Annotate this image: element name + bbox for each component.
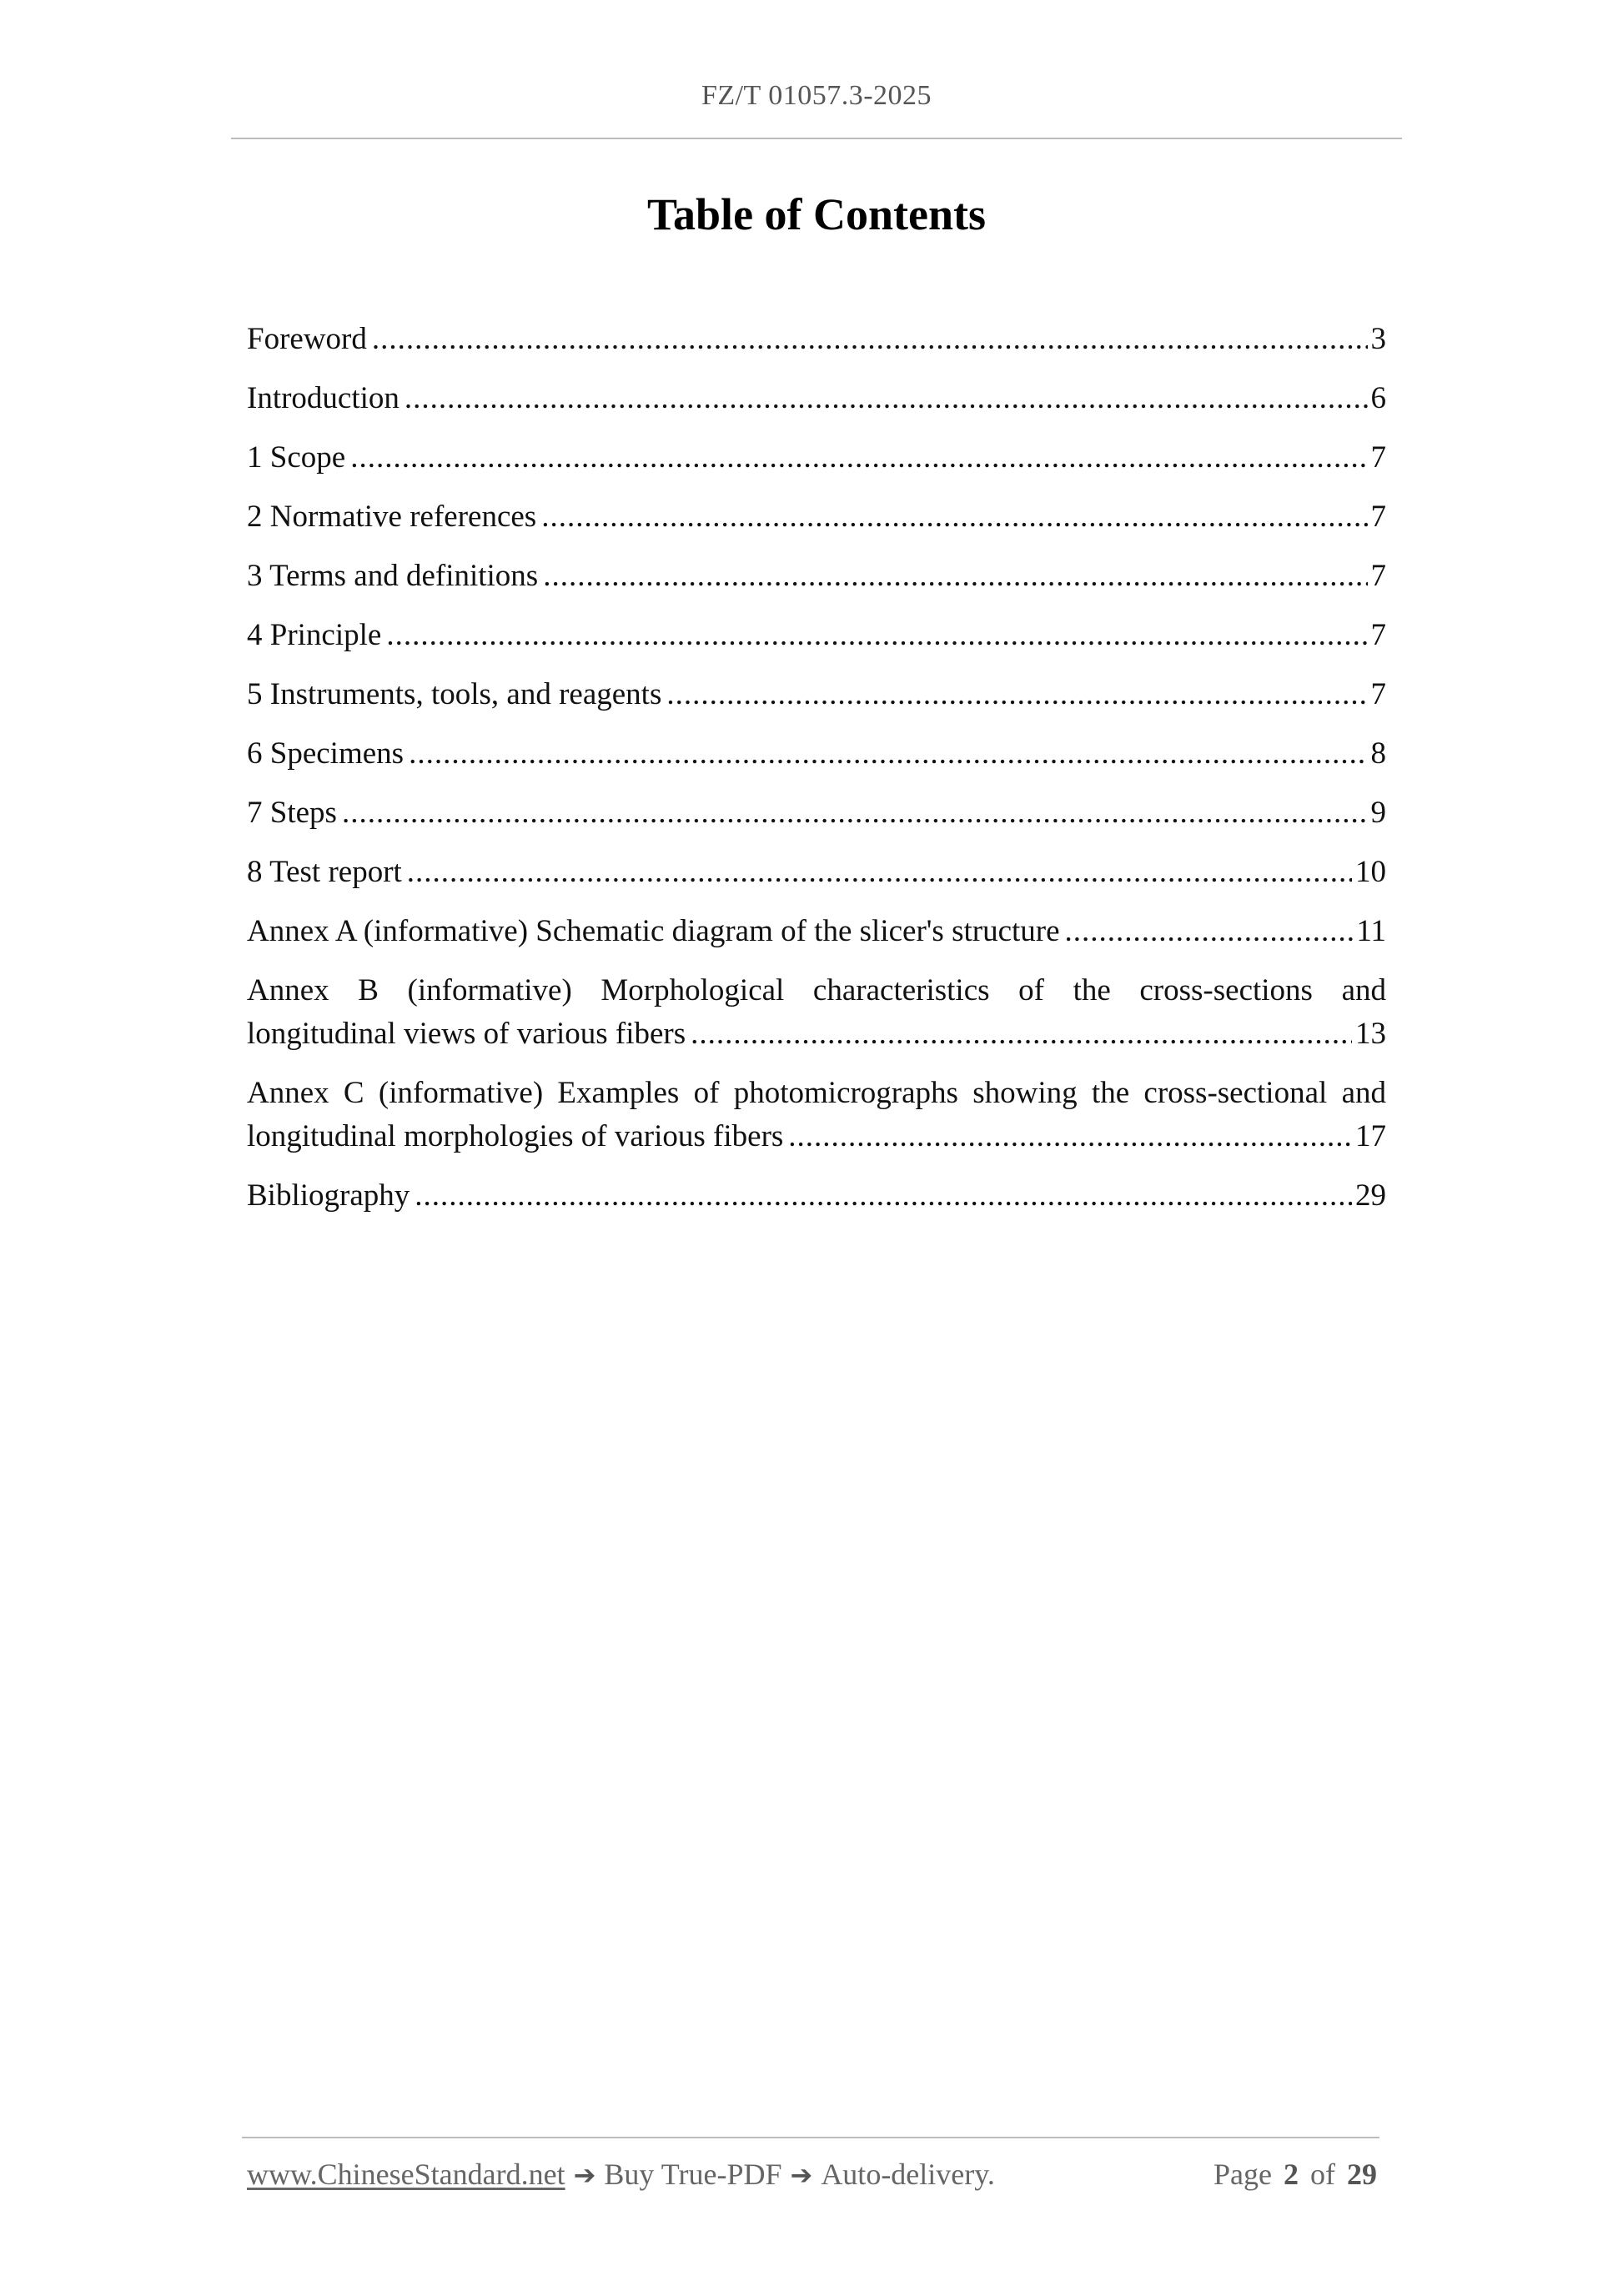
- toc-dot-leader: [415, 1174, 1352, 1218]
- toc-dot-leader: [350, 436, 1367, 480]
- toc-entry-page: 29: [1355, 1178, 1386, 1213]
- toc-entry-bibliography[interactable]: [247, 1174, 1386, 1218]
- toc-entry-page: 8: [1370, 736, 1386, 771]
- toc-entry-label: Foreword: [247, 322, 367, 356]
- toc-entry-test-report[interactable]: [247, 851, 1386, 894]
- page-word: Page: [1213, 2158, 1272, 2191]
- page-current: 2: [1284, 2158, 1299, 2191]
- table-of-contents: [247, 318, 1386, 1233]
- website-link[interactable]: www.ChineseStandard.net: [247, 2158, 565, 2191]
- auto-delivery-text: Auto-delivery.: [821, 2158, 995, 2191]
- toc-entry-label: Bibliography: [247, 1178, 410, 1213]
- toc-entry-page: 7: [1370, 618, 1386, 652]
- toc-entry-normative-references[interactable]: [247, 495, 1386, 539]
- toc-dot-leader: [1065, 910, 1354, 953]
- page-title: Table of Contents: [646, 189, 987, 239]
- toc-entry-page: 7: [1370, 559, 1386, 593]
- toc-entry-label: 2 Normative references: [247, 500, 537, 534]
- toc-entry-page: 7: [1370, 500, 1386, 534]
- toc-entry-label: 3 Terms and definitions: [247, 559, 539, 593]
- toc-entry-foreword[interactable]: [247, 318, 1386, 361]
- document-header-id: FZ/T 01057.3-2025: [701, 80, 932, 111]
- toc-dot-leader: [386, 614, 1367, 657]
- page-footer: [247, 2157, 1377, 2192]
- toc-entry-page: 6: [1370, 381, 1386, 415]
- buy-true-pdf-text: Buy True-PDF: [604, 2158, 782, 2191]
- toc-entry-page: 10: [1355, 855, 1386, 889]
- toc-dot-leader: [342, 791, 1368, 835]
- toc-dot-leader: [407, 851, 1352, 894]
- toc-entry-label: 1 Scope: [247, 440, 346, 475]
- toc-dot-leader: [541, 495, 1367, 539]
- toc-entry-page: 9: [1370, 796, 1386, 830]
- toc-dot-leader: [788, 1115, 1352, 1158]
- toc-entry-label: 4 Principle: [247, 618, 382, 652]
- toc-entry-label: Annex A (informative) Schematic diagram of the slicer's structure: [247, 914, 1060, 948]
- toc-entry-label: 7 Steps: [247, 796, 337, 830]
- toc-entry-label: 6 Specimens: [247, 736, 404, 771]
- toc-entry-page: 17: [1355, 1119, 1386, 1153]
- toc-entry-annex-b[interactable]: [247, 969, 1386, 1056]
- toc-dot-leader: [691, 1012, 1352, 1056]
- toc-entry-specimens[interactable]: [247, 732, 1386, 776]
- toc-entry-label-line1: Annex B (informative) Morphological characteristics of the cross-sections and: [247, 973, 1386, 1007]
- toc-entry-page: 7: [1370, 677, 1386, 711]
- header-divider: [231, 138, 1402, 139]
- toc-entry-annex-a[interactable]: [247, 910, 1386, 953]
- toc-entry-page: 11: [1356, 914, 1386, 948]
- toc-dot-leader: [404, 377, 1368, 420]
- toc-entry-label: Introduction: [247, 381, 399, 415]
- page-counter: [1213, 2157, 1377, 2192]
- toc-entry-principle[interactable]: [247, 614, 1386, 657]
- toc-dot-leader: [543, 555, 1367, 598]
- toc-dot-leader: [409, 732, 1367, 776]
- toc-entry-page: 7: [1370, 440, 1386, 475]
- footer-divider: [242, 2137, 1379, 2138]
- toc-entry-instruments[interactable]: [247, 673, 1386, 716]
- toc-entry-introduction[interactable]: [247, 377, 1386, 420]
- toc-entry-page: 13: [1355, 1017, 1386, 1051]
- page-total: 29: [1347, 2158, 1377, 2191]
- of-word: of: [1310, 2158, 1335, 2191]
- toc-entry-label-line2: longitudinal views of various fibers: [247, 1017, 686, 1051]
- toc-entry-label: 8 Test report: [247, 855, 402, 889]
- toc-entry-steps[interactable]: [247, 791, 1386, 835]
- toc-entry-page: 3: [1370, 322, 1386, 356]
- toc-dot-leader: [666, 673, 1367, 716]
- toc-entry-scope[interactable]: [247, 436, 1386, 480]
- arrow-right-icon: ➔: [790, 2159, 813, 2191]
- toc-entry-annex-c[interactable]: [247, 1072, 1386, 1158]
- arrow-right-icon: ➔: [573, 2159, 596, 2191]
- toc-entry-label-line1: Annex C (informative) Examples of photomicrographs showing the cross-sectional and: [247, 1076, 1386, 1110]
- toc-dot-leader: [372, 318, 1368, 361]
- toc-entry-label: 5 Instruments, tools, and reagents: [247, 677, 662, 711]
- toc-entry-label-line2: longitudinal morphologies of various fibers: [247, 1119, 784, 1153]
- toc-entry-terms-and-definitions[interactable]: [247, 555, 1386, 598]
